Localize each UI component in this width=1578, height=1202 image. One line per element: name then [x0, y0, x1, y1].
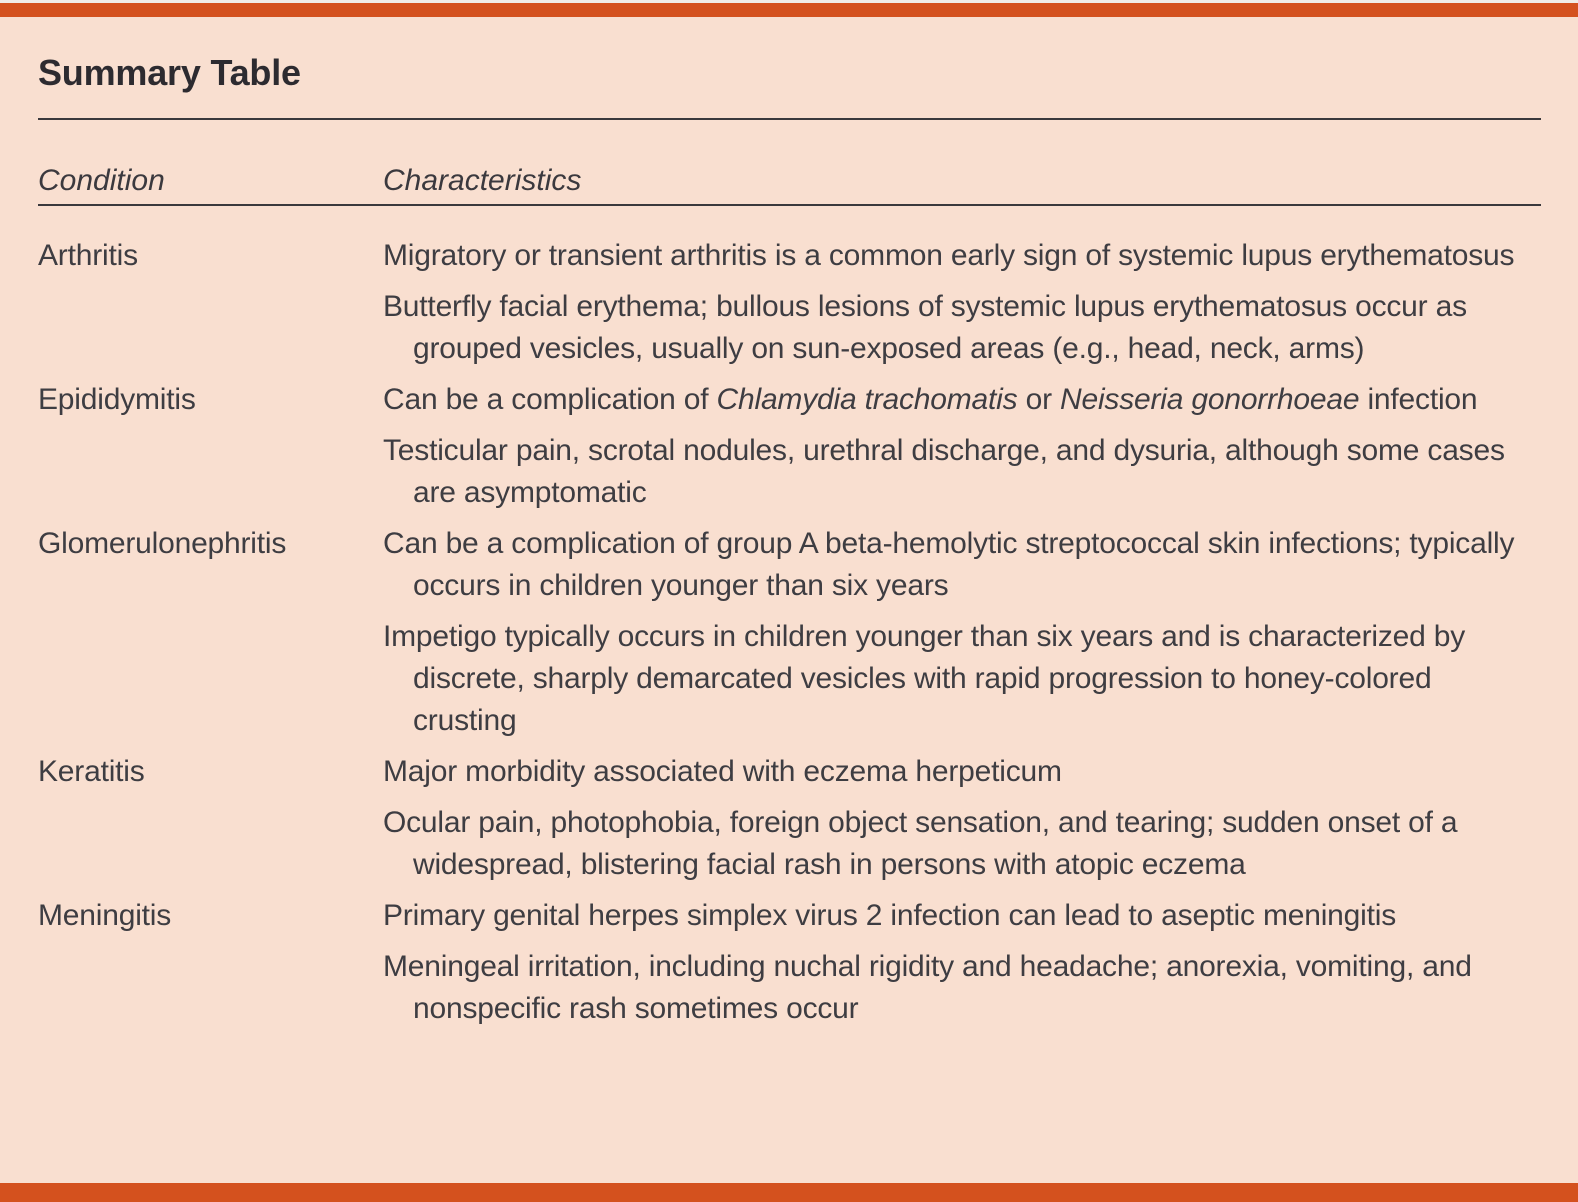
title-divider-rule	[38, 118, 1541, 120]
table-header-row	[38, 160, 1541, 202]
text-segment: or	[1017, 383, 1060, 416]
characteristic-paragraph	[383, 751, 1541, 793]
condition-cell: Arthritis	[38, 239, 138, 272]
text-segment: Butterfly facial erythema; bullous lesions of systemic lupus erythematosus occur as grouped vesicles, usually on sun-exposed areas (e.g., head, neck, arms)	[383, 290, 1467, 365]
condition-cell: Keratitis	[38, 755, 145, 788]
characteristics-cell	[383, 379, 1541, 523]
characteristic-paragraph	[383, 235, 1541, 277]
text-segment: Can be a complication of	[383, 383, 717, 416]
characteristics-cell	[383, 895, 1541, 1039]
characteristics-cell	[383, 751, 1541, 895]
condition-cell: Meningitis	[38, 899, 172, 932]
characteristic-paragraph	[383, 523, 1541, 607]
table-row	[38, 751, 1541, 895]
text-segment: Impetigo typically occurs in children younger than six years and is characterized by discrete, sharply demarcated vesicles with rapid progression to honey-colored crusting	[383, 620, 1466, 737]
text-segment: Major morbidity associated with eczema herpeticum	[383, 755, 1062, 788]
text-segment: Meningeal irritation, including nuchal rigidity and headache; anorexia, vomiting, and nonspecific rash sometimes occur	[383, 950, 1472, 1025]
table-row	[38, 895, 1541, 1039]
table-content	[38, 0, 1541, 1039]
table-row	[38, 379, 1541, 523]
characteristic-paragraph	[383, 430, 1541, 514]
text-segment: Testicular pain, scrotal nodules, urethral discharge, and dysuria, although some cases are asymptomatic	[383, 434, 1505, 509]
characteristic-paragraph	[383, 895, 1541, 937]
characteristic-paragraph	[383, 616, 1541, 742]
text-segment: infection	[1359, 383, 1478, 416]
text-segment: Migratory or transient arthritis is a common early sign of systemic lupus erythematosus	[383, 239, 1515, 272]
condition-cell: Glomerulonephritis	[38, 527, 287, 560]
header-divider-rule	[38, 204, 1541, 206]
condition-cell: Epididymitis	[38, 383, 196, 416]
text-segment: Can be a complication of group A beta-hemolytic streptococcal skin infections; typically occurs in children younger than six years	[383, 527, 1515, 602]
characteristic-paragraph	[383, 379, 1541, 421]
characteristic-paragraph	[383, 802, 1541, 886]
characteristics-cell	[383, 235, 1541, 379]
organism-name-italic: Chlamydia trachomatis	[716, 383, 1018, 416]
text-segment: Ocular pain, photophobia, foreign object sensation, and tearing; sudden onset of a widespread, blistering facial rash in persons with atopic eczema	[383, 806, 1458, 881]
characteristic-paragraph	[383, 946, 1541, 1030]
page-title: Summary Table	[38, 52, 301, 93]
table-row	[38, 235, 1541, 379]
bottom-accent-bar	[0, 1183, 1578, 1202]
organism-name-italic: Neisseria gonorrhoeae	[1060, 383, 1360, 416]
column-header-characteristics: Characteristics	[383, 164, 582, 197]
characteristic-paragraph	[383, 286, 1541, 370]
table-body	[38, 235, 1541, 1039]
table-row	[38, 523, 1541, 751]
text-segment: Primary genital herpes simplex virus 2 infection can lead to aseptic meningitis	[383, 899, 1397, 932]
column-header-condition: Condition	[38, 164, 165, 197]
characteristics-cell	[383, 523, 1541, 751]
